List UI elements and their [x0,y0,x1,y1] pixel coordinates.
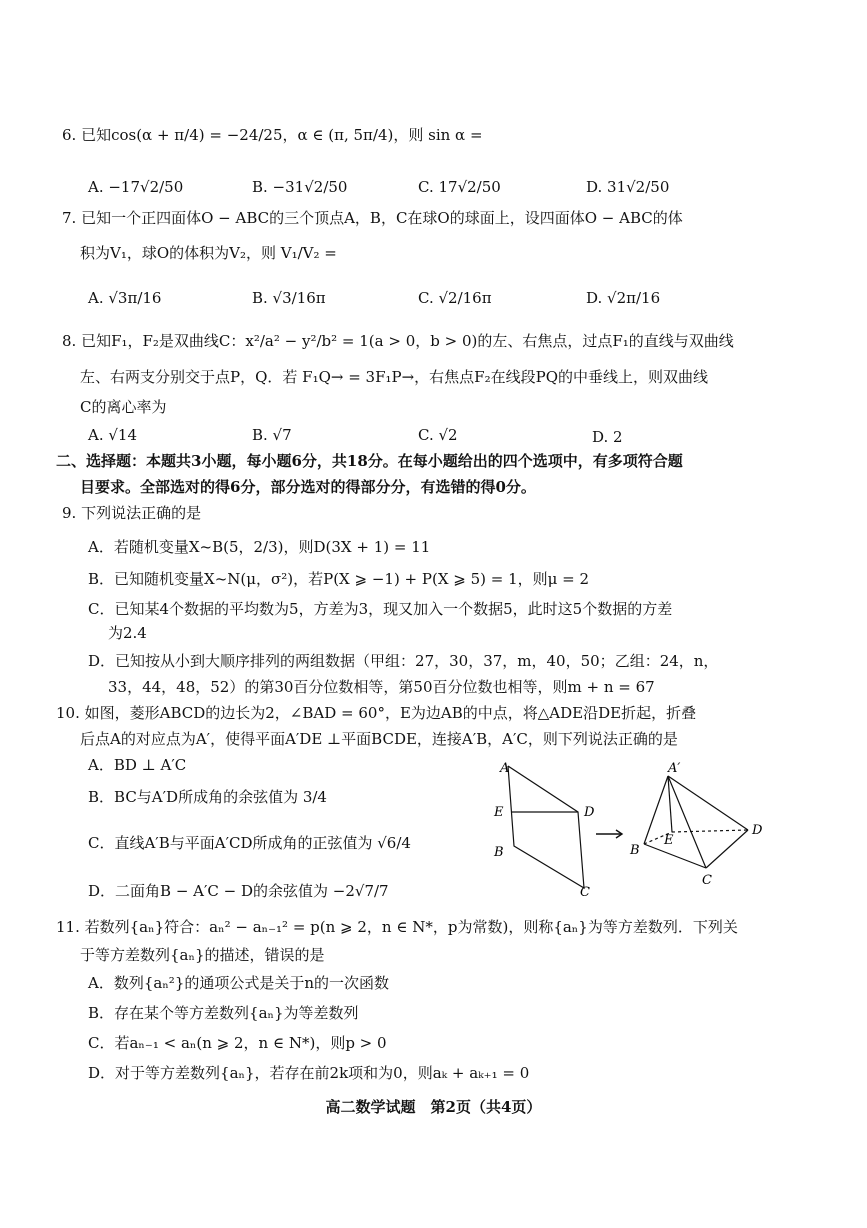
q8-stem-line2: 左、右两支分别交于点P，Q．若 F₁Q→ = 3F₁P→，右焦点F₂在线段PQ的中垂线上，则双曲线 [80,368,708,386]
q9-option-c-line1: C．已知某4个数据的平均数为5，方差为3，现又加入一个数据5，此时这5个数据的方差 [88,600,673,618]
q11-stem-line2: 于等方差数列{aₙ}的描述，错误的是 [80,946,325,964]
q7-option-d: D. √2π/16 [586,289,661,307]
q9-option-a: A．若随机变量X~B(5，2/3)，则D(3X + 1) = 11 [88,538,431,556]
q8-option-a: A. √14 [88,426,138,444]
section2-title-line1: 二、选择题：本题共3小题，每小题6分，共18分。在每小题给出的四个选项中，有多项符合题 [56,452,683,470]
q7-option-c: C. √2/16π [418,289,492,307]
q9-option-d-line2: 33，44，48，52）的第30百分位数相等，第50百分位数也相等，则m + n = 67 [108,678,655,696]
q10-option-c: C．直线A′B与平面A′CD所成角的正弦值为 √6/4 [88,834,411,852]
q8-option-b: B. √7 [252,426,292,444]
label-d-right: D [752,823,763,838]
q7-option-b: B. √3/16π [252,289,326,307]
q7-stem-line1: 7. 已知一个正四面体O − ABC的三个顶点A，B，C在球O的球面上，设四面体O − ABC的体 [62,209,683,227]
label-d: D [584,805,595,820]
q11-stem-line1: 11. 若数列{aₙ}符合：aₙ² − aₙ₋₁² = p(n ⩾ 2，n ∈ N*，p为常数)，则称{aₙ}为等方差数列．下列关 [56,918,738,936]
q9-option-c-line2: 为2.4 [108,624,147,642]
q6-option-b: B. −31√2/50 [252,178,348,196]
q10-option-b: B．BC与A′D所成角的余弦值为 3/4 [88,788,327,806]
label-a-prime: A′ [668,761,681,776]
arrow-icon [596,830,622,838]
q10-stem-line1: 10. 如图，菱形ABCD的边长为2，∠BAD = 60°，E为边AB的中点，将△ADE沿DE折起，折叠 [56,704,697,722]
label-c: C [580,885,590,900]
q11-option-c: C．若aₙ₋₁ < aₙ(n ⩾ 2，n ∈ N*)，则p > 0 [88,1034,387,1052]
q7-option-a: A. √3π/16 [88,289,162,307]
q8-option-d: D. 2 [592,428,623,446]
section2-title-line2: 目要求。全部选对的得6分，部分选对的得部分分，有选错的得0分。 [80,478,536,496]
q11-option-d: D．对于等方差数列{aₙ}，若存在前2k项和为0，则aₖ + aₖ₊₁ = 0 [88,1064,530,1082]
page-footer: 高二数学试题 第2页（共4页） [325,1098,542,1116]
rhombus-figure [508,766,584,888]
label-b: B [494,845,504,860]
q6-stem: 6. 已知cos(α + π/4) = −24/25，α ∈ (π, 5π/4)，则 sin α = [62,126,483,144]
q9-option-d-line1: D．已知按从小到大顺序排列的两组数据（甲组：27，30，37，m，40，50；乙组：24，n， [88,652,719,670]
q11-option-a: A．数列{aₙ²}的通项公式是关于n的一次函数 [88,974,390,992]
q10-figure [488,760,778,900]
q6-option-c: C. 17√2/50 [418,178,501,196]
q10-option-d: D．二面角B − A′C − D的余弦值为 −2√7/7 [88,882,389,900]
q10-option-a: A．BD ⊥ A′C [88,756,187,774]
q10-stem-line2: 后点A的对应点为A′，使得平面A′DE ⊥平面BCDE，连接A′B，A′C，则下列说法正确的是 [80,730,678,748]
q9-option-b: B．已知随机变量X~N(μ，σ²)，若P(X ⩾ −1) + P(X ⩾ 5) = 1，则μ = 2 [88,570,590,588]
q7-stem-line2: 积为V₁，球O的体积为V₂，则 V₁/V₂ = [80,244,337,262]
q8-option-c: C. √2 [418,426,458,444]
q8-stem-line1: 8. 已知F₁，F₂是双曲线C：x²/a² − y²/b² = 1(a > 0，b > 0)的左、右焦点，过点F₁的直线与双曲线 [62,332,734,350]
label-e-right: E [664,833,674,848]
q8-stem-line3: C的离心率为 [80,398,167,416]
label-e: E [494,805,504,820]
q6-option-a: A. −17√2/50 [88,178,184,196]
label-a: A [500,761,510,776]
q11-option-b: B．存在某个等方差数列{aₙ}为等差数列 [88,1004,359,1022]
q6-option-d: D. 31√2/50 [586,178,670,196]
label-b-right: B [630,843,640,858]
label-c-right: C [702,873,712,888]
pyramid-figure [644,776,748,868]
q9-stem: 9. 下列说法正确的是 [62,504,202,522]
